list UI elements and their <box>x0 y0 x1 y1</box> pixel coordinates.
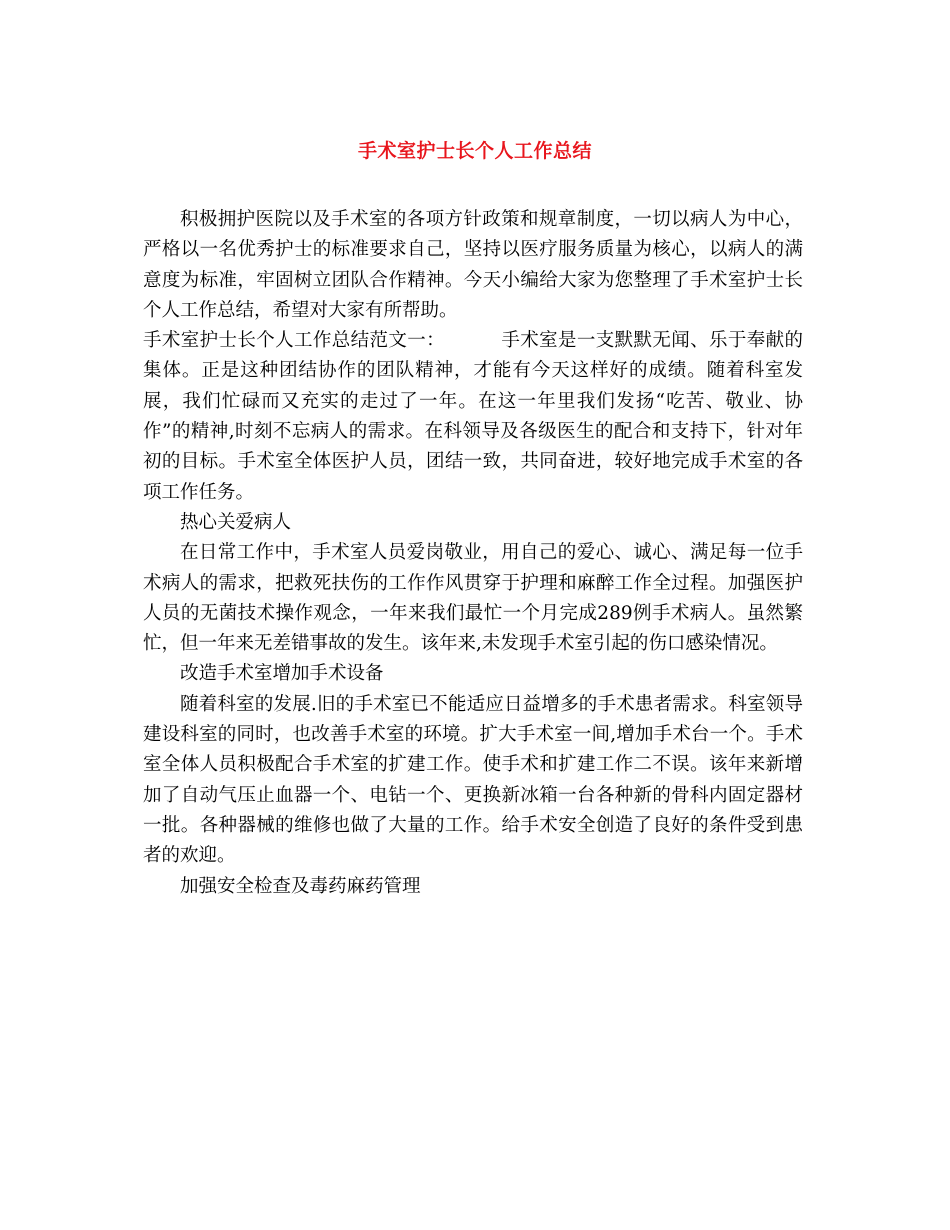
section-paragraph-equipment: 随着科室的发展.旧的手术室已不能适应日益增多的手术患者需求。科室领导建设科室的同时，也改善手术室的环境。扩大手术室一间,增加手术台一个。手术室全体人员积极配合手术室的扩建工作。使手术和扩建工作二不误。该年来新增加了自动气压止血器一个、电钻一个、更换新冰箱一台各种新的骨科内固定器材一批。各种器械的维修也做了大量的工作。给手术安全创造了良好的条件受到患者的欢迎。 <box>143 693 803 867</box>
section-paragraph-care: 在日常工作中，手术室人员爱岗敬业，用自己的爱心、诚心、满足每一位手术病人的需求，把救死扶伤的工作作风贯穿于护理和麻醉工作全过程。加强医护人员的无菌技术操作观念，一年来我们最忙一个月完成289例手术病人。虽然繁忙，但一年来无差错事故的发生。该年来,未发现手术室引起的伤口感染情况。 <box>143 542 803 655</box>
intro-paragraph: 积极拥护医院以及手术室的各项方针政策和规章制度，一切以病人为中心，严格以一名优秀护士的标准要求自己，坚持以医疗服务质量为核心，以病人的满意度为标准，牢固树立团队合作精神。今天小编给大家为您整理了手术室护士长个人工作总结，希望对大家有所帮助。 <box>143 209 803 321</box>
section-heading-equipment: 改造手术室增加手术设备 <box>180 663 384 685</box>
sample-label: 手术室护士长个人工作总结范文一： <box>143 330 445 352</box>
document-title: 手术室护士长个人工作总结 <box>357 140 592 162</box>
sample-text: 手术室是一支默默无闻、乐于奉献的集体。正是这种团结协作的团队精神，才能有今天这样好的成绩。随着科室发展，我们忙碌而又充实的走过了一年。在这一年里我们发扬“吃苦、敬业、协作”的精神,时刻不忘病人的需求。在科领导及各级医生的配合和支持下，针对年初的目标。手术室全体医护人员，团结一致，共同奋进，较好地完成手术室的各项工作任务。 <box>143 330 803 503</box>
section-heading-safety: 加强安全检查及毒药麻药管理 <box>180 875 421 897</box>
section-heading-care: 热心关爱病人 <box>180 511 292 533</box>
sample-paragraph <box>143 326 803 508</box>
document-body <box>143 205 803 902</box>
